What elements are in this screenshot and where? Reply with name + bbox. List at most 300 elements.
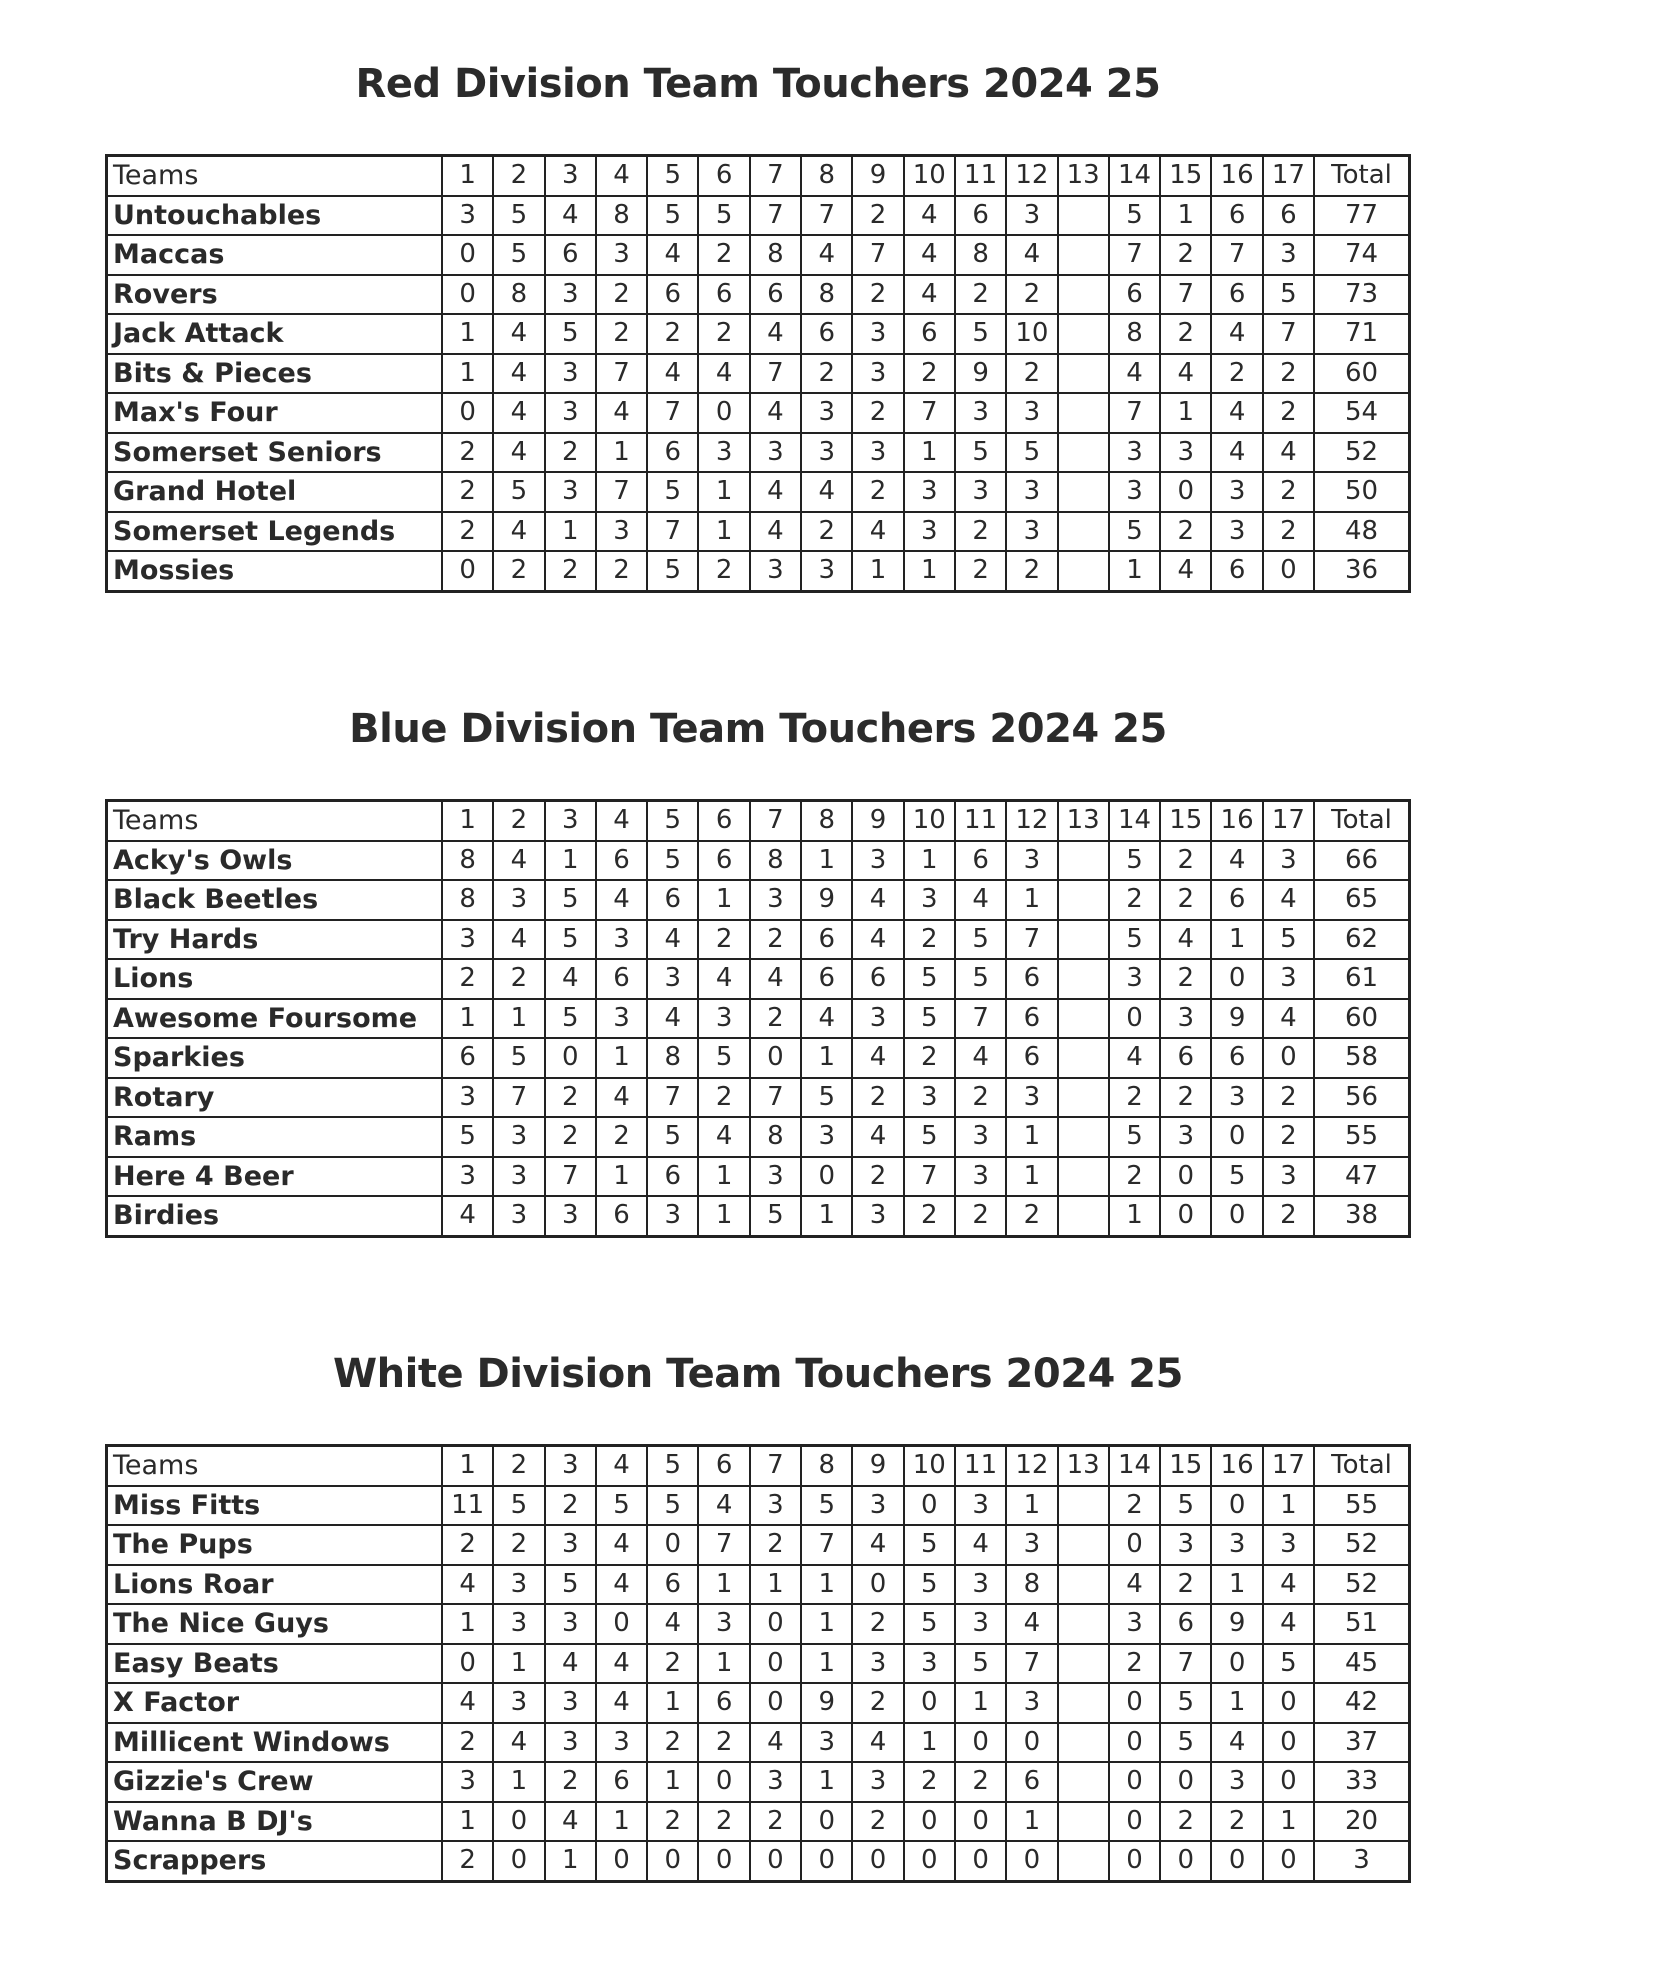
score-cell: 3 xyxy=(1160,1117,1211,1157)
round-header: 9 xyxy=(852,156,903,196)
score-cell: 5 xyxy=(750,1196,801,1236)
score-cell: 5 xyxy=(1109,841,1160,881)
table-row xyxy=(107,1683,1410,1723)
total-cell: 71 xyxy=(1314,314,1409,354)
score-cell: 6 xyxy=(1211,1038,1262,1078)
total-cell: 60 xyxy=(1314,354,1409,394)
score-cell: 3 xyxy=(596,235,647,275)
score-cell: 3 xyxy=(1109,433,1160,473)
round-header: 4 xyxy=(596,1446,647,1486)
score-cell: 4 xyxy=(493,433,544,473)
score-cell: 7 xyxy=(852,235,903,275)
score-cell: 0 xyxy=(750,1644,801,1684)
score-cell: 2 xyxy=(596,275,647,315)
total-cell: 74 xyxy=(1314,235,1409,275)
score-cell: 3 xyxy=(545,354,596,394)
round-header: 16 xyxy=(1211,156,1262,196)
score-cell: 1 xyxy=(904,1723,955,1763)
total-cell: 56 xyxy=(1314,1078,1409,1118)
total-cell: 77 xyxy=(1314,196,1409,236)
round-header: 9 xyxy=(852,801,903,841)
score-cell: 5 xyxy=(904,1565,955,1605)
score-cell: 1 xyxy=(1006,1486,1057,1526)
score-cell: 6 xyxy=(545,235,596,275)
score-cell: 1 xyxy=(1211,1565,1262,1605)
total-header: Total xyxy=(1314,801,1409,841)
score-cell: 4 xyxy=(493,841,544,881)
table-row xyxy=(107,1038,1410,1078)
total-cell: 33 xyxy=(1314,1762,1409,1802)
score-cell: 2 xyxy=(904,1762,955,1802)
round-header: 17 xyxy=(1263,1446,1314,1486)
total-cell: 52 xyxy=(1314,1525,1409,1565)
score-cell: 2 xyxy=(801,512,852,552)
score-cell: 9 xyxy=(1211,999,1262,1039)
score-cell: 2 xyxy=(596,551,647,591)
total-cell: 38 xyxy=(1314,1196,1409,1236)
score-cell: 0 xyxy=(852,1565,903,1605)
score-cell: 0 xyxy=(1109,1802,1160,1842)
team-name: Lions Roar xyxy=(107,1565,442,1605)
team-name: Wanna B DJ's xyxy=(107,1802,442,1842)
score-cell: 5 xyxy=(1263,1644,1314,1684)
round-header: 2 xyxy=(493,156,544,196)
round-header: 17 xyxy=(1263,801,1314,841)
score-cell: 4 xyxy=(1211,314,1262,354)
score-cell: 4 xyxy=(750,959,801,999)
score-cell: 1 xyxy=(750,1565,801,1605)
score-cell: 3 xyxy=(545,1683,596,1723)
score-cell: 1 xyxy=(1263,1802,1314,1842)
score-cell: 4 xyxy=(1263,880,1314,920)
score-cell: 2 xyxy=(442,1841,493,1881)
score-cell: 4 xyxy=(545,1802,596,1842)
round-header: 9 xyxy=(852,1446,903,1486)
score-cell: 3 xyxy=(1109,1604,1160,1644)
team-name: Scrappers xyxy=(107,1841,442,1881)
score-cell: 0 xyxy=(1211,959,1262,999)
round-header: 2 xyxy=(493,801,544,841)
score-cell: 2 xyxy=(647,1802,698,1842)
score-cell: 4 xyxy=(852,1723,903,1763)
score-cell: 5 xyxy=(596,1486,647,1526)
score-cell xyxy=(1058,880,1109,920)
score-cell: 3 xyxy=(1109,959,1160,999)
score-cell: 7 xyxy=(1263,314,1314,354)
score-cell: 2 xyxy=(1263,354,1314,394)
score-cell: 2 xyxy=(852,393,903,433)
score-cell: 7 xyxy=(904,1157,955,1197)
score-cell: 1 xyxy=(801,1196,852,1236)
score-cell: 3 xyxy=(545,275,596,315)
score-cell: 3 xyxy=(852,314,903,354)
score-cell: 4 xyxy=(493,512,544,552)
score-cell: 2 xyxy=(955,1078,1006,1118)
score-cell: 4 xyxy=(955,880,1006,920)
score-cell: 0 xyxy=(596,1841,647,1881)
score-cell: 7 xyxy=(596,472,647,512)
score-cell: 4 xyxy=(545,196,596,236)
score-cell: 6 xyxy=(955,841,1006,881)
score-cell: 4 xyxy=(596,1078,647,1118)
score-cell: 1 xyxy=(647,1762,698,1802)
score-cell: 4 xyxy=(698,959,749,999)
score-cell: 3 xyxy=(596,920,647,960)
score-cell xyxy=(1058,1762,1109,1802)
round-header: 16 xyxy=(1211,1446,1262,1486)
score-cell: 3 xyxy=(904,472,955,512)
score-cell: 9 xyxy=(955,354,1006,394)
score-cell: 0 xyxy=(801,1157,852,1197)
score-cell xyxy=(1058,1038,1109,1078)
score-cell: 5 xyxy=(801,1486,852,1526)
score-cell: 2 xyxy=(904,1038,955,1078)
table-row xyxy=(107,1196,1410,1236)
score-cell: 7 xyxy=(493,1078,544,1118)
team-name: Somerset Legends xyxy=(107,512,442,552)
score-cell: 6 xyxy=(647,1565,698,1605)
score-cell: 1 xyxy=(904,551,955,591)
score-cell: 2 xyxy=(852,472,903,512)
score-cell: 2 xyxy=(442,1723,493,1763)
score-cell: 0 xyxy=(1160,1841,1211,1881)
score-cell: 0 xyxy=(442,393,493,433)
score-cell: 4 xyxy=(904,196,955,236)
score-cell: 1 xyxy=(596,1038,647,1078)
score-cell: 0 xyxy=(647,1525,698,1565)
score-cell: 7 xyxy=(647,393,698,433)
round-header: 11 xyxy=(955,156,1006,196)
score-cell: 3 xyxy=(1211,512,1262,552)
round-header: 7 xyxy=(750,1446,801,1486)
score-cell: 8 xyxy=(1109,314,1160,354)
score-cell: 0 xyxy=(1109,1762,1160,1802)
score-cell: 3 xyxy=(493,1604,544,1644)
score-cell: 7 xyxy=(1109,235,1160,275)
score-cell: 1 xyxy=(1109,1196,1160,1236)
score-cell: 6 xyxy=(596,1196,647,1236)
score-cell: 1 xyxy=(1211,1683,1262,1723)
score-cell: 2 xyxy=(1263,1117,1314,1157)
score-cell xyxy=(1058,920,1109,960)
score-cell: 0 xyxy=(1109,1841,1160,1881)
score-cell: 2 xyxy=(955,512,1006,552)
score-cell: 3 xyxy=(493,1565,544,1605)
score-cell: 2 xyxy=(904,920,955,960)
total-header: Total xyxy=(1314,156,1409,196)
score-cell: 0 xyxy=(698,1841,749,1881)
score-cell: 1 xyxy=(1263,1486,1314,1526)
score-cell: 1 xyxy=(545,841,596,881)
score-cell: 2 xyxy=(596,1117,647,1157)
score-cell: 3 xyxy=(750,1486,801,1526)
score-cell: 2 xyxy=(698,920,749,960)
round-header: 17 xyxy=(1263,156,1314,196)
score-cell: 2 xyxy=(1109,1157,1160,1197)
score-cell: 2 xyxy=(545,1762,596,1802)
score-cell: 3 xyxy=(955,472,1006,512)
score-cell xyxy=(1058,393,1109,433)
score-cell: 2 xyxy=(955,551,1006,591)
score-cell: 3 xyxy=(1006,1078,1057,1118)
score-cell: 2 xyxy=(1160,314,1211,354)
score-cell: 5 xyxy=(955,433,1006,473)
score-cell: 3 xyxy=(545,393,596,433)
team-name: Bits & Pieces xyxy=(107,354,442,394)
team-name: Grand Hotel xyxy=(107,472,442,512)
score-cell xyxy=(1058,1196,1109,1236)
score-cell: 2 xyxy=(596,314,647,354)
score-cell: 3 xyxy=(852,1486,903,1526)
total-header: Total xyxy=(1314,1446,1409,1486)
total-cell: 61 xyxy=(1314,959,1409,999)
score-cell: 1 xyxy=(493,1762,544,1802)
score-cell: 6 xyxy=(750,275,801,315)
score-cell: 3 xyxy=(852,1196,903,1236)
round-header: 7 xyxy=(750,156,801,196)
round-header: 8 xyxy=(801,801,852,841)
score-cell: 5 xyxy=(493,196,544,236)
score-cell: 3 xyxy=(904,512,955,552)
round-header: 10 xyxy=(904,1446,955,1486)
round-header: 11 xyxy=(955,1446,1006,1486)
score-cell: 4 xyxy=(698,1117,749,1157)
round-header: 13 xyxy=(1058,1446,1109,1486)
total-cell: 36 xyxy=(1314,551,1409,591)
score-cell: 3 xyxy=(750,1762,801,1802)
score-cell: 2 xyxy=(852,275,903,315)
score-cell: 7 xyxy=(1109,393,1160,433)
score-cell: 9 xyxy=(1211,1604,1262,1644)
score-cell: 3 xyxy=(852,999,903,1039)
round-header: 15 xyxy=(1160,156,1211,196)
score-cell: 6 xyxy=(955,196,1006,236)
score-cell: 2 xyxy=(1263,393,1314,433)
table-row xyxy=(107,1604,1410,1644)
score-cell: 4 xyxy=(852,1525,903,1565)
team-name: Mossies xyxy=(107,551,442,591)
score-cell: 3 xyxy=(801,1117,852,1157)
score-cell xyxy=(1058,196,1109,236)
score-cell: 4 xyxy=(493,314,544,354)
score-cell: 2 xyxy=(750,1802,801,1842)
score-cell: 8 xyxy=(750,841,801,881)
score-cell: 2 xyxy=(1006,1196,1057,1236)
score-cell: 4 xyxy=(1263,1565,1314,1605)
score-cell: 4 xyxy=(1109,1565,1160,1605)
score-cell xyxy=(1058,1802,1109,1842)
score-cell: 5 xyxy=(493,1486,544,1526)
score-cell: 3 xyxy=(596,999,647,1039)
score-cell: 6 xyxy=(1211,551,1262,591)
score-cell: 2 xyxy=(1160,1078,1211,1118)
score-cell: 4 xyxy=(596,1565,647,1605)
score-cell: 5 xyxy=(1160,1683,1211,1723)
score-cell: 0 xyxy=(955,1841,1006,1881)
score-cell: 6 xyxy=(904,314,955,354)
score-cell: 2 xyxy=(955,1762,1006,1802)
round-header: 4 xyxy=(596,156,647,196)
table-row xyxy=(107,1723,1410,1763)
score-cell: 4 xyxy=(904,275,955,315)
score-cell: 6 xyxy=(596,1762,647,1802)
score-cell: 2 xyxy=(647,1723,698,1763)
score-cell: 3 xyxy=(852,354,903,394)
score-cell: 7 xyxy=(1160,1644,1211,1684)
score-cell: 0 xyxy=(750,1683,801,1723)
score-cell: 8 xyxy=(647,1038,698,1078)
score-cell: 4 xyxy=(750,1723,801,1763)
team-name: Here 4 Beer xyxy=(107,1157,442,1197)
score-cell: 2 xyxy=(904,354,955,394)
score-cell: 6 xyxy=(1006,1762,1057,1802)
round-header: 1 xyxy=(442,156,493,196)
table-row xyxy=(107,1117,1410,1157)
score-cell xyxy=(1058,551,1109,591)
score-cell: 3 xyxy=(1263,841,1314,881)
score-cell: 1 xyxy=(493,999,544,1039)
score-cell: 5 xyxy=(904,1525,955,1565)
score-cell: 3 xyxy=(801,551,852,591)
score-cell: 0 xyxy=(1263,551,1314,591)
score-cell: 5 xyxy=(955,1644,1006,1684)
score-cell: 5 xyxy=(904,959,955,999)
score-cell: 3 xyxy=(1211,472,1262,512)
round-header: 14 xyxy=(1109,801,1160,841)
table-row xyxy=(107,959,1410,999)
team-name: Somerset Seniors xyxy=(107,433,442,473)
score-cell: 4 xyxy=(852,1038,903,1078)
score-cell xyxy=(1058,1486,1109,1526)
score-cell: 5 xyxy=(493,235,544,275)
score-cell: 0 xyxy=(1263,1683,1314,1723)
score-cell: 3 xyxy=(1211,1762,1262,1802)
score-cell: 2 xyxy=(698,235,749,275)
score-cell: 3 xyxy=(750,551,801,591)
round-header: 15 xyxy=(1160,1446,1211,1486)
score-cell: 2 xyxy=(1160,880,1211,920)
score-cell: 2 xyxy=(545,1078,596,1118)
table-row xyxy=(107,472,1410,512)
score-cell: 7 xyxy=(750,196,801,236)
team-name: X Factor xyxy=(107,1683,442,1723)
score-cell: 1 xyxy=(698,1644,749,1684)
white-division-table xyxy=(105,1444,1411,1883)
score-cell: 1 xyxy=(801,841,852,881)
score-cell: 4 xyxy=(852,880,903,920)
score-cell: 2 xyxy=(1263,512,1314,552)
round-header: 14 xyxy=(1109,1446,1160,1486)
team-name: Lions xyxy=(107,959,442,999)
score-cell xyxy=(1058,354,1109,394)
round-header: 12 xyxy=(1006,156,1057,196)
round-header: 6 xyxy=(698,156,749,196)
score-cell: 1 xyxy=(698,880,749,920)
team-name: Sparkies xyxy=(107,1038,442,1078)
score-cell: 3 xyxy=(852,1762,903,1802)
team-name: Max's Four xyxy=(107,393,442,433)
score-cell: 2 xyxy=(1263,472,1314,512)
score-cell: 2 xyxy=(1160,841,1211,881)
score-cell: 5 xyxy=(1211,1157,1262,1197)
score-cell: 4 xyxy=(493,354,544,394)
score-cell: 0 xyxy=(801,1841,852,1881)
score-cell: 2 xyxy=(493,959,544,999)
round-header: 15 xyxy=(1160,801,1211,841)
score-cell: 4 xyxy=(801,235,852,275)
round-header: 8 xyxy=(801,1446,852,1486)
score-cell: 5 xyxy=(647,551,698,591)
score-cell: 2 xyxy=(1263,1078,1314,1118)
score-cell xyxy=(1058,841,1109,881)
score-cell: 1 xyxy=(1109,551,1160,591)
blue-division-section xyxy=(105,701,1411,1232)
score-cell: 3 xyxy=(493,880,544,920)
score-cell: 1 xyxy=(801,1038,852,1078)
score-cell: 2 xyxy=(852,1157,903,1197)
score-cell: 2 xyxy=(852,196,903,236)
score-cell: 0 xyxy=(1109,1723,1160,1763)
round-header: 5 xyxy=(647,1446,698,1486)
score-cell: 5 xyxy=(545,880,596,920)
team-name: Maccas xyxy=(107,235,442,275)
score-cell xyxy=(1058,999,1109,1039)
score-cell: 4 xyxy=(1211,1723,1262,1763)
score-cell: 3 xyxy=(1160,1525,1211,1565)
score-cell: 1 xyxy=(1211,920,1262,960)
score-cell: 4 xyxy=(1263,999,1314,1039)
score-cell: 3 xyxy=(493,1117,544,1157)
score-cell: 3 xyxy=(955,1486,1006,1526)
table-row xyxy=(107,354,1410,394)
table-row xyxy=(107,1565,1410,1605)
score-cell: 0 xyxy=(1109,999,1160,1039)
score-cell: 1 xyxy=(1160,393,1211,433)
score-cell: 3 xyxy=(1006,841,1057,881)
score-cell: 8 xyxy=(442,880,493,920)
score-cell xyxy=(1058,1117,1109,1157)
score-cell: 8 xyxy=(596,196,647,236)
table-row xyxy=(107,880,1410,920)
score-cell: 0 xyxy=(955,1723,1006,1763)
score-cell: 1 xyxy=(1006,880,1057,920)
team-name: Try Hards xyxy=(107,920,442,960)
team-name: Rams xyxy=(107,1117,442,1157)
score-cell: 4 xyxy=(698,1486,749,1526)
score-cell: 11 xyxy=(442,1486,493,1526)
score-cell: 5 xyxy=(545,1565,596,1605)
score-cell: 0 xyxy=(1211,1196,1262,1236)
score-cell: 0 xyxy=(1211,1644,1262,1684)
score-cell: 1 xyxy=(442,314,493,354)
round-header: 10 xyxy=(904,801,955,841)
score-cell: 3 xyxy=(1006,512,1057,552)
score-cell: 1 xyxy=(596,1157,647,1197)
score-cell: 0 xyxy=(750,1038,801,1078)
score-cell: 6 xyxy=(698,841,749,881)
score-cell: 6 xyxy=(647,1157,698,1197)
score-cell: 2 xyxy=(852,1078,903,1118)
team-name: Birdies xyxy=(107,1196,442,1236)
score-cell: 4 xyxy=(596,880,647,920)
score-cell: 5 xyxy=(1263,920,1314,960)
score-cell xyxy=(1058,1683,1109,1723)
score-cell: 2 xyxy=(442,512,493,552)
blue-division-table xyxy=(105,799,1411,1238)
score-cell: 1 xyxy=(801,1565,852,1605)
score-cell: 1 xyxy=(955,1683,1006,1723)
score-cell xyxy=(1058,235,1109,275)
